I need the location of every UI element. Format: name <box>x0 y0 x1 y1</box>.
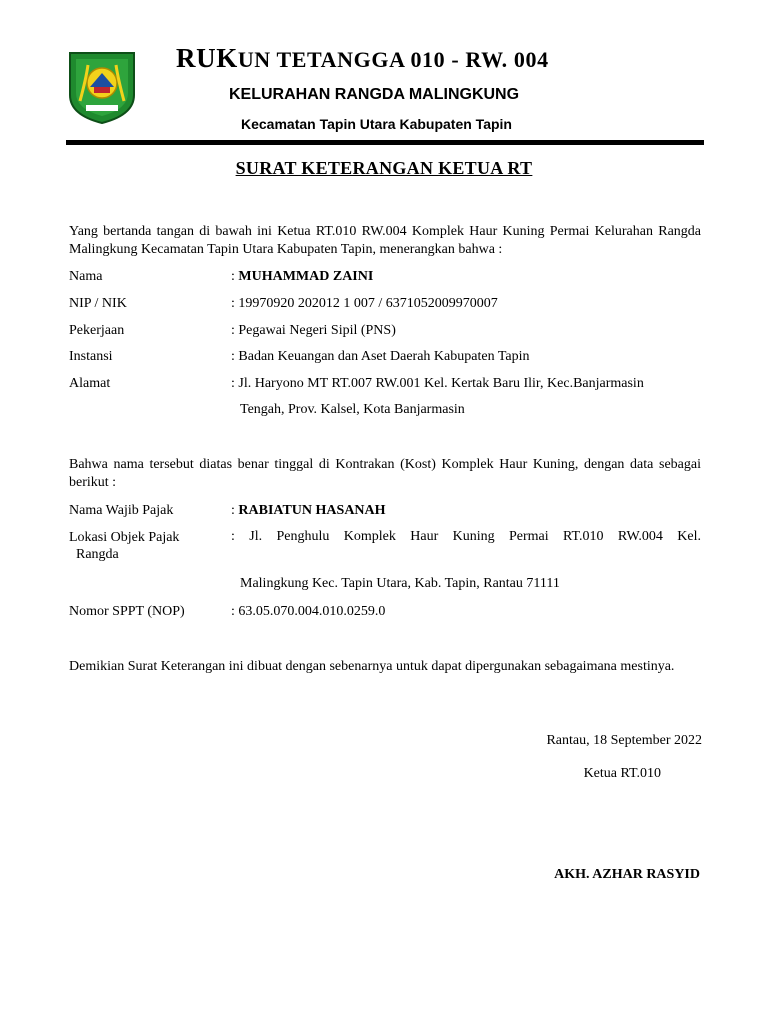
field-value: Jl. Haryono MT RT.007 RW.001 Kel. Kertak Baru Ilir, Kec.Banjarmasin <box>238 376 644 391</box>
field-value: 19970920 202012 1 007 / 6371052009970007 <box>238 296 498 311</box>
statement-paragraph: Bahwa nama tersebut diatas benar tinggal di Kontrakan (Kost) Komplek Haur Kuning, dengan data sebagai berikut : <box>69 457 701 490</box>
signature-name: AKH. AZHAR RASYID <box>554 867 700 882</box>
field-label: NIP / NIK <box>69 296 127 311</box>
field-label: Nama <box>69 269 103 284</box>
field-label: Lokasi Objek Pajak <box>69 530 180 545</box>
field-value: MUHAMMAD ZAINI <box>238 269 374 284</box>
signature-position: Ketua RT.010 <box>583 766 661 781</box>
field-lokasi-value: : Jl. Penghulu Komplek Haur Kuning Permai RT.010 RW.004 Kel. <box>231 529 701 544</box>
field-alamat-continued: Tengah, Prov. Kalsel, Kota Banjarmasin <box>240 402 465 417</box>
kabupaten-tapin-emblem <box>66 49 138 125</box>
letterhead-kelurahan: KELURAHAN RANGDA MALINGKUNG <box>229 86 520 103</box>
closing-paragraph: Demikian Surat Keterangan ini dibuat dengan sebenarnya untuk dapat dipergunakan sebagaimana mestinya. <box>69 659 675 674</box>
field-label: Nama Wajib Pajak <box>69 503 174 518</box>
field-lokasi-wrap: Rangda <box>76 547 119 562</box>
letterhead-title: RUKUN TETANGGA 010 - RW. 004 <box>176 43 549 73</box>
field-label: Nomor SPPT (NOP) <box>69 604 185 619</box>
field-label: Pekerjaan <box>69 323 125 338</box>
field-value: Badan Keuangan dan Aset Daerah Kabupaten Tapin <box>238 349 530 364</box>
letterhead-divider <box>66 140 704 145</box>
document-title: SURAT KETERANGAN KETUA RT <box>235 158 533 178</box>
signature-place-date: Rantau, 18 September 2022 <box>546 733 702 748</box>
field-value: RABIATUN HASANAH <box>238 503 386 518</box>
field-value: 63.05.070.004.010.0259.0 <box>238 604 386 619</box>
intro-paragraph: Yang bertanda tangan di bawah ini Ketua RT.010 RW.004 Komplek Haur Kuning Permai Kelurahan Rangda Malingkung Kecamatan Tapin Utara Kabupaten Tapin, menerangkan bahwa : <box>69 224 701 257</box>
field-label: Instansi <box>69 349 113 364</box>
letterhead-kecamatan: Kecamatan Tapin Utara Kabupaten Tapin <box>241 116 512 132</box>
field-lokasi-continued: Malingkung Kec. Tapin Utara, Kab. Tapin, Rantau 71111 <box>240 576 560 591</box>
field-label: Alamat <box>69 376 111 391</box>
field-value: Pegawai Negeri Sipil (PNS) <box>238 323 396 338</box>
